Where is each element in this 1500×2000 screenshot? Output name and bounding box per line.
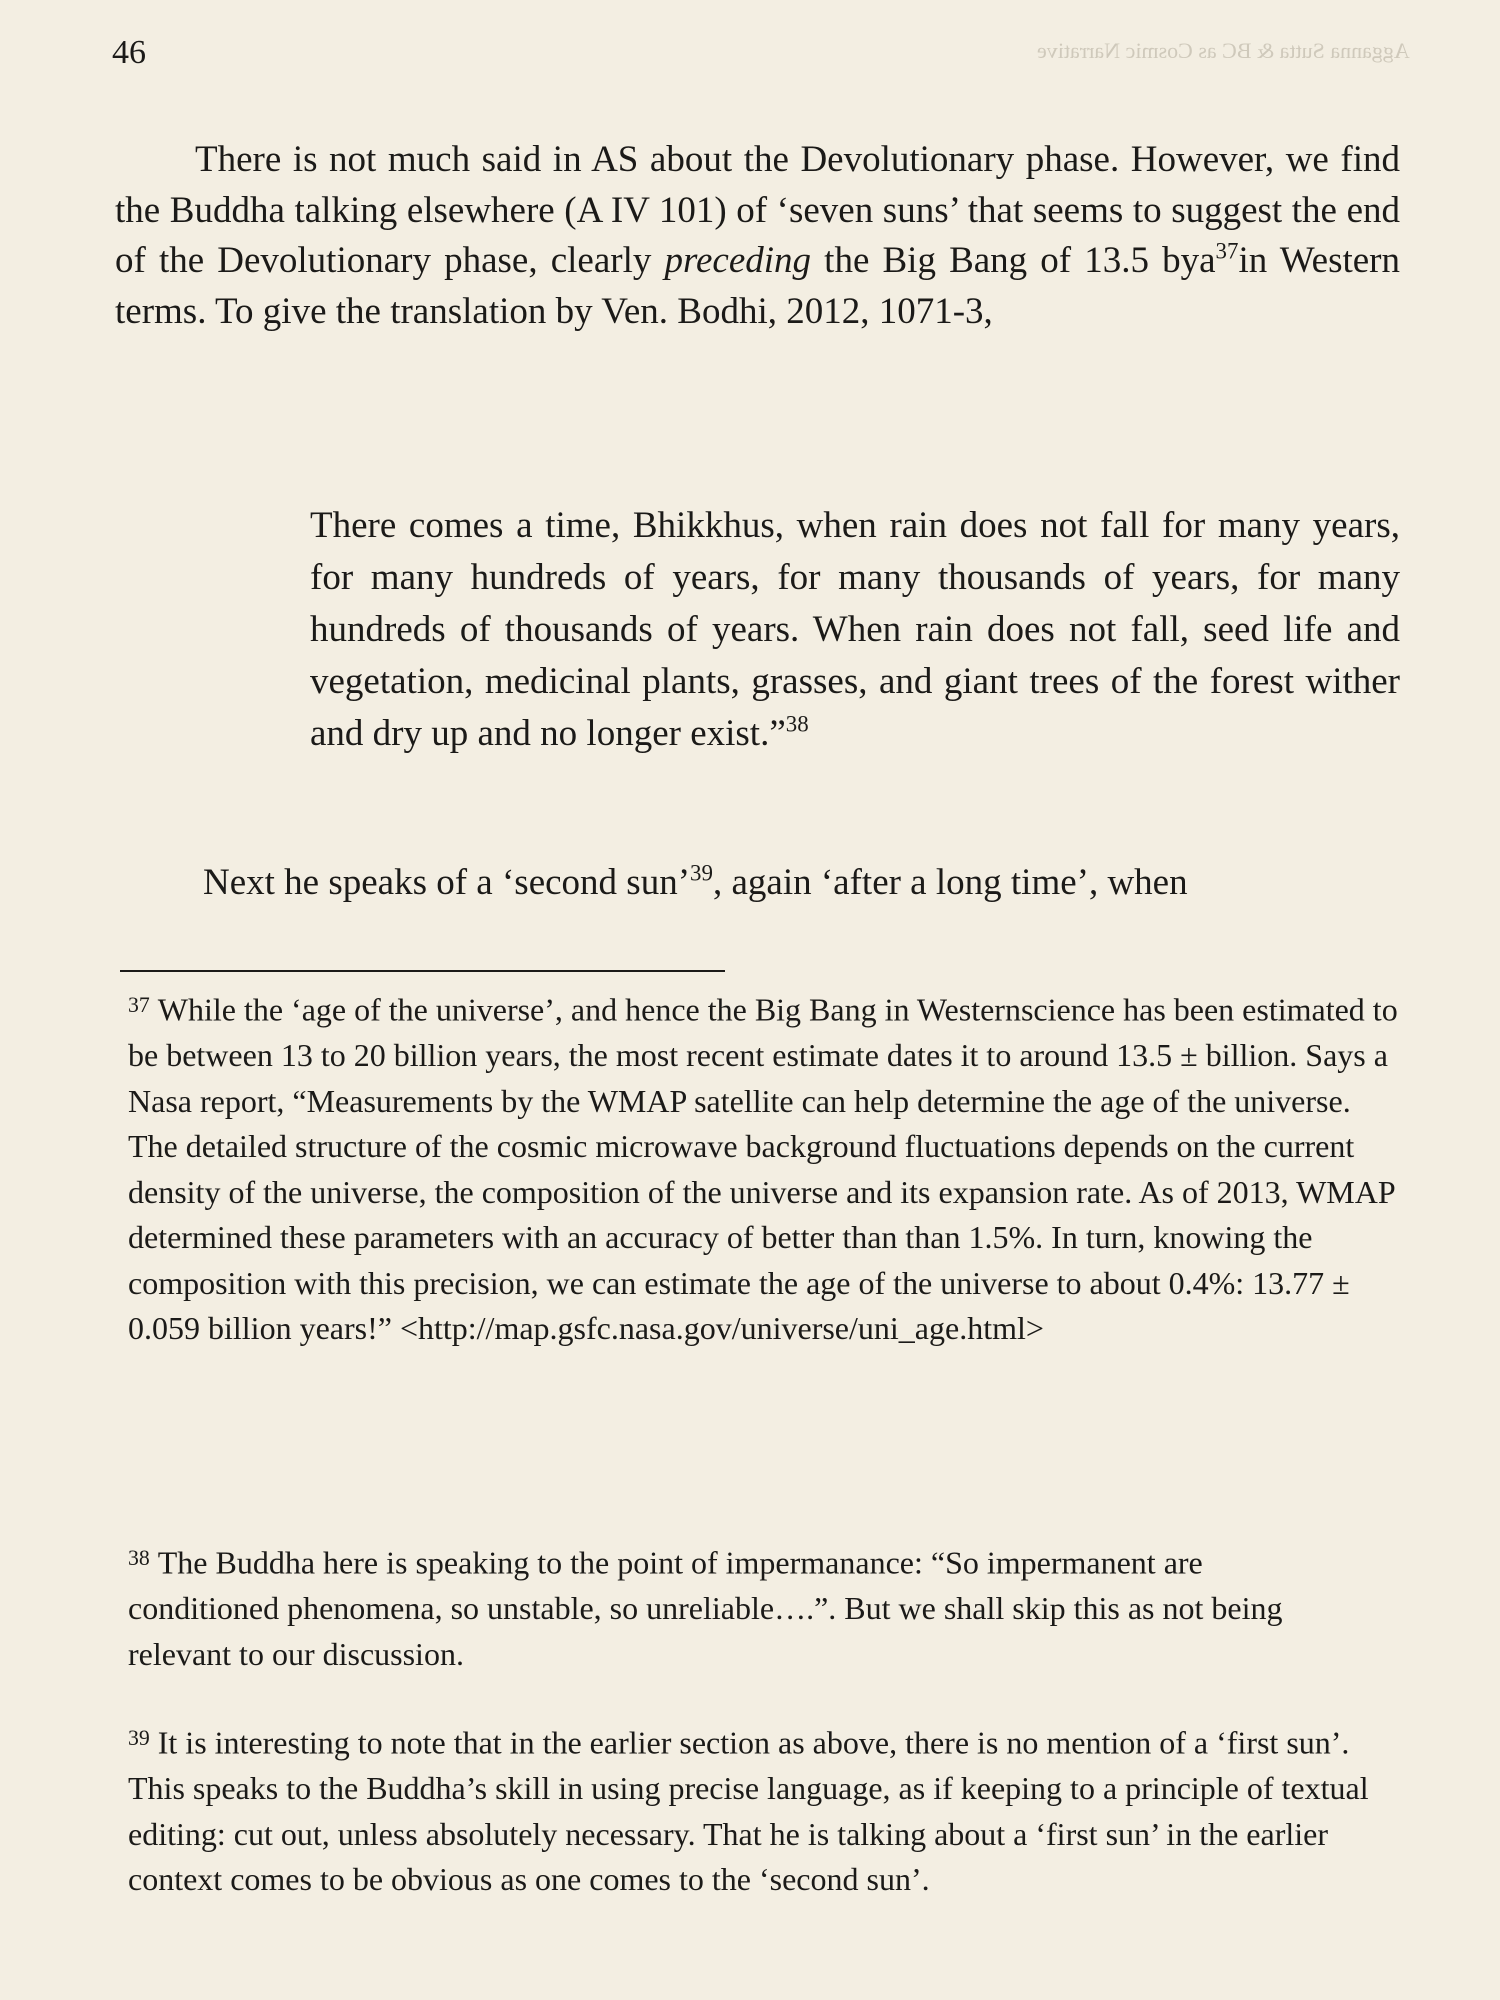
footnote-37-text: While the ‘age of the universe’, and hence the Big Bang in Westernscience has been estimated to be between 13 to 20 billion years, the most recent estimate dates it to around 13.5 ± billion. Says a Nasa report, “Measurements by the WMAP satellite can help determine the age of the universe. The detailed structure of the cosmic microwave background fluctuations depends on the current density of the universe, the composition of the universe and its expansion rate. As of 2013, WMAP determined these parameters with an accuracy of better than than 1.5%. In turn, knowing the composition with this precision, we can estimate the age of the universe to about 0.4%: 13.77 ± 0.059 billion years!” [128,991,1398,1347]
footnote-38 [128,1536,1318,1677]
page-number: 46 [112,34,146,71]
footnote-39-text: It is interesting to note that in the earlier section as above, there is no mention of a ‘first sun’. This speaks to the Buddha’s skill in using precise language, as if keeping to a principle of textual editing: cut out, unless absolutely necessary. That he is talking about a ‘first sun’ in the earlier context comes to be obvious as one comes to the ‘second sun’. [128,1724,1369,1898]
footnote-37-url[interactable]: <http://map.gsfc.nasa.gov/universe/uni_age.html> [399,1310,1044,1347]
paragraph-second-sun [115,858,1400,909]
block-quote-seven-suns [310,500,1400,760]
footnote-number-39: 39 [128,1726,150,1750]
quote-text: There comes a time, Bhikkhus, when rain does not fall for many years, for many hundreds of years, for many thousands of years, for many hundreds of thousands of years. When rain does not fall, seed life and vegetation, medicinal plants, grasses, and giant trees of the forest wither and dry up and no longer exist.” [310,505,1400,754]
running-head-bleed-through: Agganna Sutta & BC as Cosmic Narrative [1037,38,1410,63]
footnote-divider [120,970,725,972]
emphasis-preceding: preceding [664,240,812,281]
footnote-ref-37[interactable]: 37 [1215,238,1239,264]
footnote-ref-38[interactable]: 38 [785,711,809,737]
para2-text-start: Next he speaks of a ‘second sun’ [203,862,691,903]
para1-text-end: in Western terms. To give the translation by Ven. Bodhi, 2012, 1071-3, [115,240,1401,332]
footnote-ref-39[interactable]: 39 [690,860,713,886]
footnote-39 [128,1716,1398,1903]
para1-text-start: There is not much said in AS about the Devolutionary phase. However, we find the Buddha talking elsewhere (A IV 101) of ‘seven suns’ that seems to suggest the end of the Devolutionary phase, clearly [115,139,1400,281]
footnote-number-38: 38 [128,1546,150,1570]
footnote-38-text: The Buddha here is speaking to the point of impermanance: “So impermanent are conditioned phenomena, so unstable, so unreliable….”. But we shall skip this as not being relevant to our discussion. [128,1544,1283,1672]
para2-text-end: , again ‘after a long time’, when [712,862,1188,903]
para1-text-middle: the Big Bang of 13.5 bya [811,240,1216,281]
paragraph-devolutionary-phase [115,135,1400,337]
footnote-number-37: 37 [128,993,150,1017]
footnote-37 [128,983,1398,1352]
